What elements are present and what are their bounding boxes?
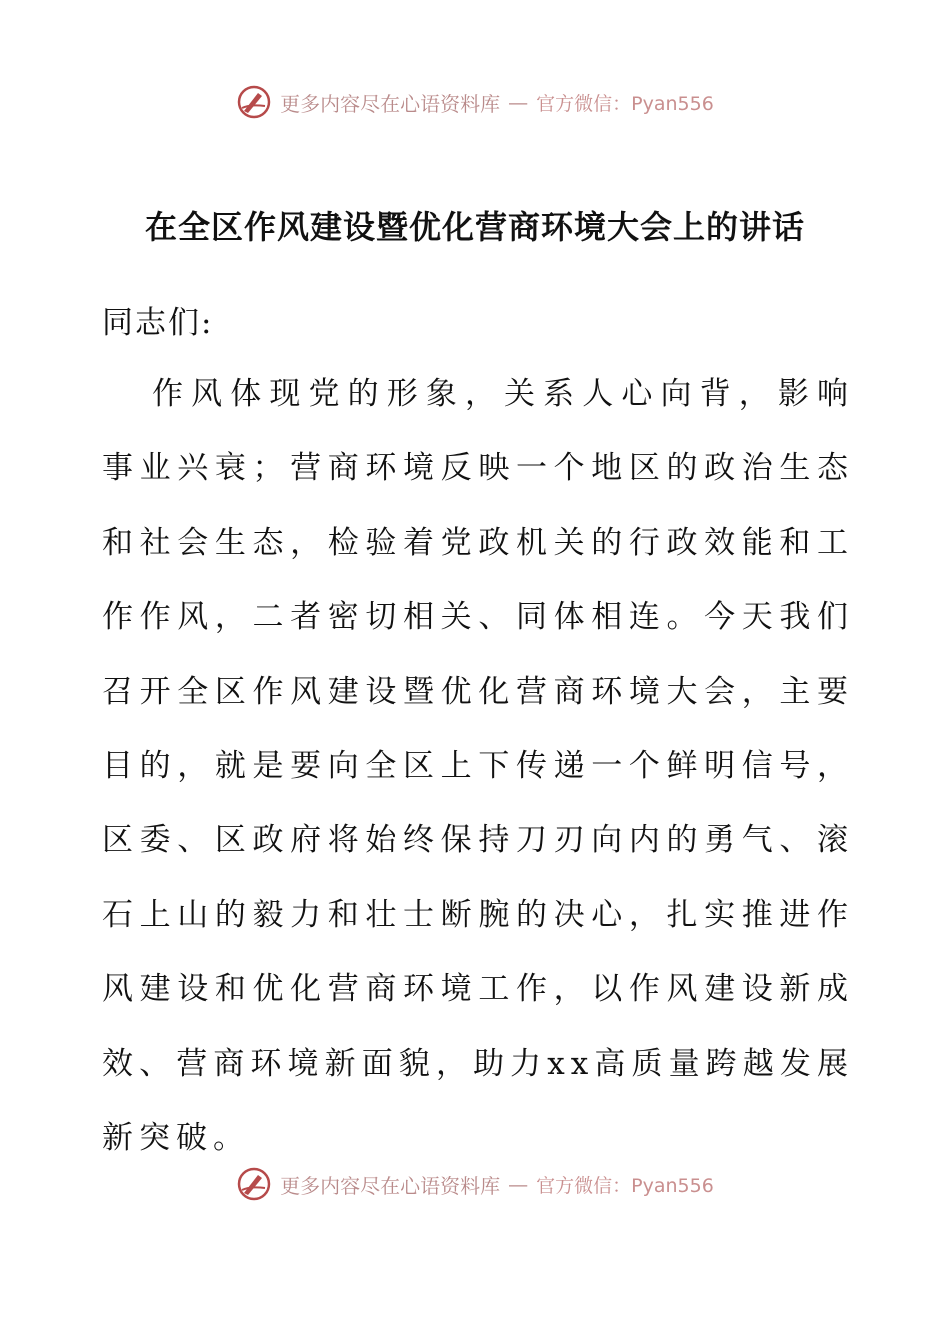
footer-banner-text: 更多内容尽在心语资料库 <box>280 1173 501 1198</box>
footer-banner-wechat: 官方微信：Pyan556 <box>536 1174 714 1197</box>
body-paragraph: 作风体现党的形象，关系人心向背，影响事业兴衰；营商环境反映一个地区的政治生态和社会生态，检验着党政机关的行政效能和工作作风，二者密切相关、同体相连。今天我们召开全区作风建设暨优化营商环境大会，主要目的，就是要向全区上下传递一个鲜明信号，区委、区政府将始终保持刀刃向内的勇气、滚石上山的毅力和壮士断腕的决心，扎实推进作风建设和优化营商环境工作，以作风建设新成效、营商环境新面貌，助力xx高质量跨越发展新突破。 <box>102 376 854 1157</box>
footer-watermark-banner <box>0 1162 950 1206</box>
header-banner-text: 更多内容尽在心语资料库 <box>280 91 501 116</box>
pen-logo-icon <box>236 84 272 120</box>
document-title: 在全区作风建设暨优化营商环境大会上的讲话 <box>144 208 805 246</box>
header-watermark-banner <box>0 80 950 124</box>
footer-banner-separator: — <box>508 1172 529 1196</box>
header-banner-wechat: 官方微信：Pyan556 <box>536 92 714 115</box>
pen-logo-icon <box>236 1166 272 1202</box>
header-banner-separator: — <box>508 90 529 114</box>
salutation: 同志们: <box>102 305 214 341</box>
